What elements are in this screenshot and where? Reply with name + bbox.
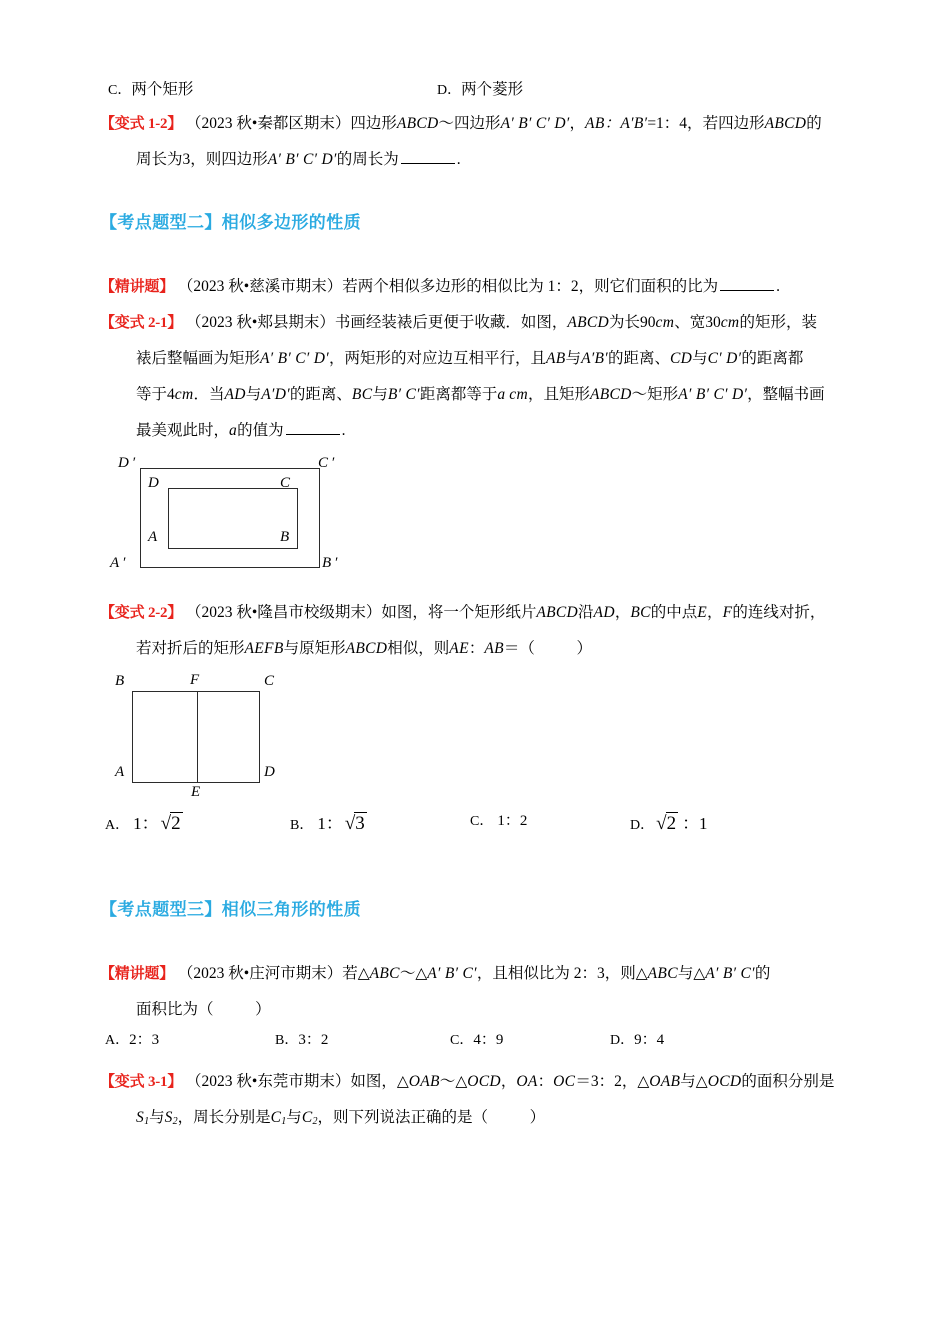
choice-2-2-d-sqrt: √2: [656, 813, 677, 834]
q21-l3-ad: AD: [224, 386, 246, 403]
q21-l2-b: ，两矩形的对应边互相平行，且: [328, 350, 546, 367]
q12-ratio-right: A′B′: [620, 115, 648, 132]
q31-source: （2023 秋•东莞市期末）: [186, 1073, 351, 1090]
fig2-label-C: C: [264, 673, 275, 689]
q12-seg-d: 的: [806, 115, 822, 132]
q31-l2-d: ，则下列说法正确的是（: [317, 1109, 488, 1126]
jjt3-line-1: [100, 956, 860, 992]
q31-tag: 【变式 3-1】: [100, 1074, 183, 1090]
q21-l1-c: 、宽: [674, 314, 706, 331]
jjt3-l1-sim: ～: [399, 965, 416, 982]
q22-l2-f: ）: [576, 640, 593, 657]
figure-nested-rectangles: [110, 455, 860, 595]
jjt3-l2-a: 面积比为（: [136, 1001, 214, 1018]
fig1-label-C-prime: C ′: [318, 455, 335, 471]
q31-l2-e: ）: [529, 1109, 546, 1126]
jjt2-end: .: [776, 278, 780, 295]
q31-l1-c: ：: [537, 1073, 554, 1090]
jjt3-line-2: [100, 992, 860, 1028]
q21-l1-cm1: cm: [655, 314, 675, 331]
q31-l2-s1-index: 1: [144, 1116, 150, 1127]
q22-l1-c: ，: [614, 604, 631, 621]
q31-l2-c: 与: [286, 1109, 302, 1126]
q21-l1-abcd: ABCD: [567, 314, 610, 331]
q21-l3-h: 矩形: [647, 386, 679, 403]
q21-l3-b: ．当: [193, 386, 225, 403]
q22-l1-d: 的中点: [650, 604, 698, 621]
q31-l1-f: 与△: [680, 1073, 708, 1090]
q12-l2-a: 周长为: [136, 151, 183, 168]
q21-l4-a: 最美观此时，: [136, 422, 230, 439]
choice-2-2-a-label: A．: [105, 818, 130, 833]
q31-l1-oab2: OAB: [649, 1073, 681, 1090]
figure-rectangle-midline: [112, 671, 860, 813]
choice-c-text: 两个矩形: [131, 81, 194, 98]
choice-2-2-c: [470, 809, 527, 830]
question-bianshi-2-2: [100, 595, 860, 667]
q12-source: （2023 秋•秦都区期末）: [186, 115, 351, 132]
q22-l1-a: 如图，将一个矩形纸片: [381, 604, 537, 621]
q21-line-1: [100, 305, 860, 341]
jjt2-tag: 【精讲题】: [100, 279, 175, 295]
choice-2-2-b-label: B．: [290, 818, 314, 833]
q21-l3-f: 距离都等于: [419, 386, 498, 403]
q21-l3-n: 4: [167, 386, 175, 403]
q22-l1-abcd: ABCD: [536, 604, 579, 621]
q22-l1-bc: BC: [630, 604, 651, 621]
q31-l2-c1: C: [270, 1109, 282, 1126]
q31-l1-g: 的面积分别是: [741, 1073, 835, 1090]
q21-l3-i: ，整幅书画: [747, 386, 825, 403]
q12-quad-abcd: ABCD: [396, 115, 439, 132]
q31-l1-tri: △: [455, 1073, 468, 1090]
q21-l2-c: 与: [565, 350, 582, 367]
choices-jingjiangti-3: [100, 1028, 860, 1064]
spacer-after-section-two: [100, 239, 860, 269]
q22-l1-b: 沿: [578, 604, 594, 621]
q31-l2-a: 与: [149, 1109, 165, 1126]
choice-jjt3-b-value: 3：2: [298, 1032, 329, 1048]
section-heading-two: [100, 208, 860, 239]
q31-l2-s1: S: [136, 1109, 145, 1126]
q12-line-2: [100, 142, 860, 178]
q12-comma1: ，: [569, 115, 586, 132]
q31-line-2: [100, 1100, 860, 1140]
q31-l1-sim: ～: [439, 1073, 456, 1090]
q12-l2-quad: A′ B′ C′ D′: [267, 151, 337, 168]
q21-l3-prime: A′ B′ C′ D′: [678, 386, 748, 403]
fig1-label-B: B: [280, 529, 290, 545]
q12-tag: 【变式 1-2】: [100, 116, 183, 132]
q21-l3-a-var: a: [497, 386, 506, 403]
fig2-label-F: F: [190, 672, 200, 688]
spacer-after-q12: [100, 178, 860, 208]
q21-l2-a: 裱后整幅画为矩形: [136, 350, 261, 367]
choice-d: [437, 72, 523, 109]
q31-l2-s2: S: [164, 1109, 173, 1126]
q12-quad-abcd-2: ABCD: [764, 115, 807, 132]
rectangle-ABCD-outline: [132, 691, 260, 783]
choice-jjt3-d-label: D．: [610, 1033, 635, 1048]
jjt3-l1-b: ，且相似比为 2：3，则△: [476, 965, 648, 982]
document-content: [100, 72, 860, 1140]
choice-2-2-d-label: D．: [630, 818, 655, 833]
fig1-label-A-prime: A ′: [110, 555, 126, 571]
q31-l2-c2: C: [301, 1109, 313, 1126]
inner-rectangle-ABCD: [168, 488, 298, 549]
q21-l1-a: 书画经装裱后更便于收藏．如图，: [334, 314, 568, 331]
choice-2-2-a: [105, 809, 183, 835]
jjt3-l1-c: 与△: [677, 965, 706, 982]
spacer-before-section-three: [100, 849, 860, 879]
q12-sim: ～: [438, 115, 455, 132]
q21-l2-e: 与: [692, 350, 708, 367]
q21-l2-apbp: A′B′: [581, 350, 608, 367]
jjt3-l1-d: 的: [754, 965, 771, 982]
fig1-label-C: C: [280, 475, 291, 491]
q31-l1-oa: OA: [516, 1073, 538, 1090]
choice-jjt3-a: [105, 1028, 159, 1049]
q22-line-2: [100, 631, 860, 667]
choice-jjt3-c: [450, 1028, 503, 1049]
q21-l2-cd: CD: [670, 350, 693, 367]
section-three-title: 【考点题型三】相似三角形的性质: [100, 900, 361, 919]
q22-l2-e: ＝（: [503, 640, 535, 657]
q21-l1-d: 的矩形，装: [739, 314, 817, 331]
fig2-label-E: E: [191, 784, 201, 800]
q31-l1-ocd: OCD: [467, 1073, 501, 1090]
q21-l3-sim: ～: [631, 386, 648, 403]
q31-l1-oc: OC: [553, 1073, 576, 1090]
jjt3-l1-prime2: A′ B′ C′: [705, 965, 755, 982]
q22-l2-d: ：: [468, 640, 485, 657]
fig2-label-D: D: [264, 764, 275, 780]
q31-l1-a: 如图，△: [350, 1073, 409, 1090]
q22-l2-ae: AE: [449, 640, 469, 657]
q12-l2-c: 的周长为: [336, 151, 399, 168]
choice-2-2-d-suffix: ：1: [682, 814, 708, 833]
jjt3-l1-abc: ABC: [369, 965, 400, 982]
q21-answer-blank: [286, 422, 340, 435]
fold-line-EF: [197, 691, 198, 783]
q22-l1-ad: AD: [593, 604, 615, 621]
jjt3-l1-abc2: ABC: [647, 965, 678, 982]
q21-l3-c: 与: [245, 386, 262, 403]
choice-d-label: D．: [437, 83, 462, 98]
q12-seg-b: 四边形: [454, 115, 501, 132]
q21-line-4: [100, 413, 860, 449]
choice-2-2-b-prefix: 1：: [317, 814, 343, 833]
q21-l2-ab: AB: [546, 350, 566, 367]
q31-l2-b: ，周长分别是: [177, 1109, 271, 1126]
q12-answer-blank: [401, 151, 455, 164]
choice-2-2-c-value: 1：2: [497, 813, 528, 829]
q22-l2-b: 与原矩形: [283, 640, 346, 657]
q21-l3-d: 的距离、: [289, 386, 352, 403]
q22-line-1: [100, 595, 860, 631]
q21-l3-g: ，且矩形: [527, 386, 590, 403]
jjt3-l1-prime: A′ B′ C′: [427, 965, 477, 982]
q21-l3-apdp: A′D′: [261, 386, 290, 403]
q21-l3-bc: BC: [351, 386, 373, 403]
q21-l4-var: a: [229, 422, 238, 439]
q22-l2-c: 相似，则: [387, 640, 450, 657]
jjt3-source: （2023 秋•庄河市期末）: [177, 965, 343, 982]
q31-l1-ocd2: OCD: [707, 1073, 742, 1090]
q31-line-1: [100, 1064, 860, 1100]
question-bianshi-3-1: [100, 1064, 860, 1140]
jjt3-l2-b: ）: [255, 1001, 271, 1018]
choice-d-text: 两个菱形: [461, 81, 524, 98]
q22-l1-h: 的连线对折，: [732, 604, 826, 621]
choice-jjt3-c-label: C．: [450, 1033, 474, 1048]
fig1-label-D: D: [148, 475, 159, 491]
question-jingjiangti-3: [100, 956, 860, 1028]
jjt2-answer-blank: [720, 278, 774, 291]
choice-jjt3-d: [610, 1028, 664, 1049]
spacer-after-section-three: [100, 926, 860, 956]
q21-source: （2023 秋•郏县期末）: [186, 314, 335, 331]
q22-l1-g: F: [722, 604, 733, 621]
jjt2-source: （2023 秋•慈溪市期末）: [177, 278, 343, 295]
q21-l3-cm2: cm: [509, 386, 528, 403]
q22-l2-abcd: ABCD: [345, 640, 388, 657]
q21-l1-n1: 90: [640, 314, 656, 331]
q31-l1-oab: OAB: [408, 1073, 440, 1090]
q12-quad-prime: A′ B′ C′ D′: [500, 115, 570, 132]
q12-line-1: [100, 106, 860, 142]
choice-2-2-c-label: C．: [470, 814, 494, 829]
choice-2-2-a-prefix: 1：: [133, 814, 159, 833]
fig2-label-A: A: [115, 764, 125, 780]
choice-jjt3-a-label: A．: [105, 1033, 130, 1048]
choice-2-2-b-sqrt: √3: [344, 813, 365, 834]
jjt3-l1-a: 若△: [342, 965, 370, 982]
q12-seg-a: 四边形: [350, 115, 397, 132]
choice-2-2-d: [630, 809, 708, 835]
q22-source: （2023 秋•隆昌市校级期末）: [186, 604, 382, 621]
q21-l2-prime: A′ B′ C′ D′: [260, 350, 329, 367]
q21-l3-abcd: ABCD: [589, 386, 632, 403]
question-bianshi-1-2: [100, 106, 860, 178]
choice-2-2-a-radicand: 2: [171, 813, 181, 834]
fig2-label-B: B: [115, 673, 125, 689]
q21-l1-b: 为长: [609, 314, 641, 331]
fig1-label-B-prime: B ′: [322, 555, 338, 571]
q12-l2-b: ，则四边形: [190, 151, 268, 168]
question-bianshi-2-1: [100, 305, 860, 449]
q31-l1-d: ＝3：2，: [575, 1073, 638, 1090]
jjt2-body: 若两个相似多边形的相似比为 1：2，则它们面积的比为: [342, 278, 719, 295]
question-jingjiangti-2: [100, 269, 860, 305]
choice-jjt3-b-label: B．: [275, 1033, 299, 1048]
choice-jjt3-d-value: 9：4: [634, 1032, 665, 1048]
q31-l2-c1-index: 1: [281, 1116, 287, 1127]
q22-l2-a: 若对折后的矩形: [136, 640, 245, 657]
choice-c: [108, 72, 193, 109]
q12-ratio-value: =1：4，: [647, 115, 703, 132]
q21-l4-b: 的值为: [237, 422, 284, 439]
choice-2-2-d-radicand: 2: [666, 813, 677, 834]
q22-tag: 【变式 2-2】: [100, 605, 183, 621]
q22-l1-e: E: [697, 604, 708, 621]
section-heading-three: [100, 895, 860, 926]
choice-2-2-a-sqrt: √2: [160, 813, 181, 834]
q31-l1-e: △: [637, 1073, 650, 1090]
choice-2-2-b: [290, 809, 367, 835]
choice-jjt3-c-value: 4：9: [473, 1032, 504, 1048]
q31-l2-s2-index: 2: [172, 1116, 178, 1127]
q22-l2-ab: AB: [484, 640, 504, 657]
q21-l2-f: 的距离都: [741, 350, 804, 367]
q21-line-3: [100, 377, 860, 413]
choice-jjt3-b: [275, 1028, 328, 1049]
choice-jjt3-a-value: 2：3: [129, 1032, 160, 1048]
jjt3-l1-tri: △: [415, 965, 428, 982]
q21-l3-a: 等于: [136, 386, 168, 403]
q12-seg-c: 若四边形: [702, 115, 765, 132]
choice-2-2-b-radicand: 3: [355, 813, 365, 834]
q12-l2-num: 3: [182, 151, 191, 168]
q12-l2-end: .: [456, 151, 461, 168]
q21-l2-d: 的距离、: [607, 350, 670, 367]
q21-line-2: [100, 341, 860, 377]
q21-l3-e: 与: [372, 386, 388, 403]
choice-c-label: C．: [108, 83, 132, 98]
jjt3-tag: 【精讲题】: [100, 966, 175, 982]
choices-bianshi-2-2: [100, 809, 860, 849]
q21-l3-bpcp: B′ C′: [387, 386, 420, 403]
q31-l1-b: ，: [500, 1073, 517, 1090]
q31-l2-c2-index: 2: [312, 1116, 318, 1127]
q12-ratio-left: AB：: [585, 115, 621, 132]
q22-l1-f: ，: [707, 604, 723, 621]
q21-tag: 【变式 2-1】: [100, 315, 183, 331]
q21-l4-end: .: [341, 422, 346, 439]
q21-l3-cm: cm: [174, 386, 194, 403]
q21-l1-n2: 30: [705, 314, 721, 331]
spacer-before-section-three-2: [100, 879, 860, 895]
fig1-label-D-prime: D ′: [118, 455, 136, 471]
q22-l2-aefb: AEFB: [244, 640, 284, 657]
top-choice-row: [100, 72, 860, 106]
fig1-label-A: A: [148, 529, 158, 545]
section-two-title: 【考点题型二】相似多边形的性质: [100, 213, 361, 232]
q21-l2-cpdp: C′ D′: [707, 350, 742, 367]
q21-l1-cm2: cm: [720, 314, 740, 331]
